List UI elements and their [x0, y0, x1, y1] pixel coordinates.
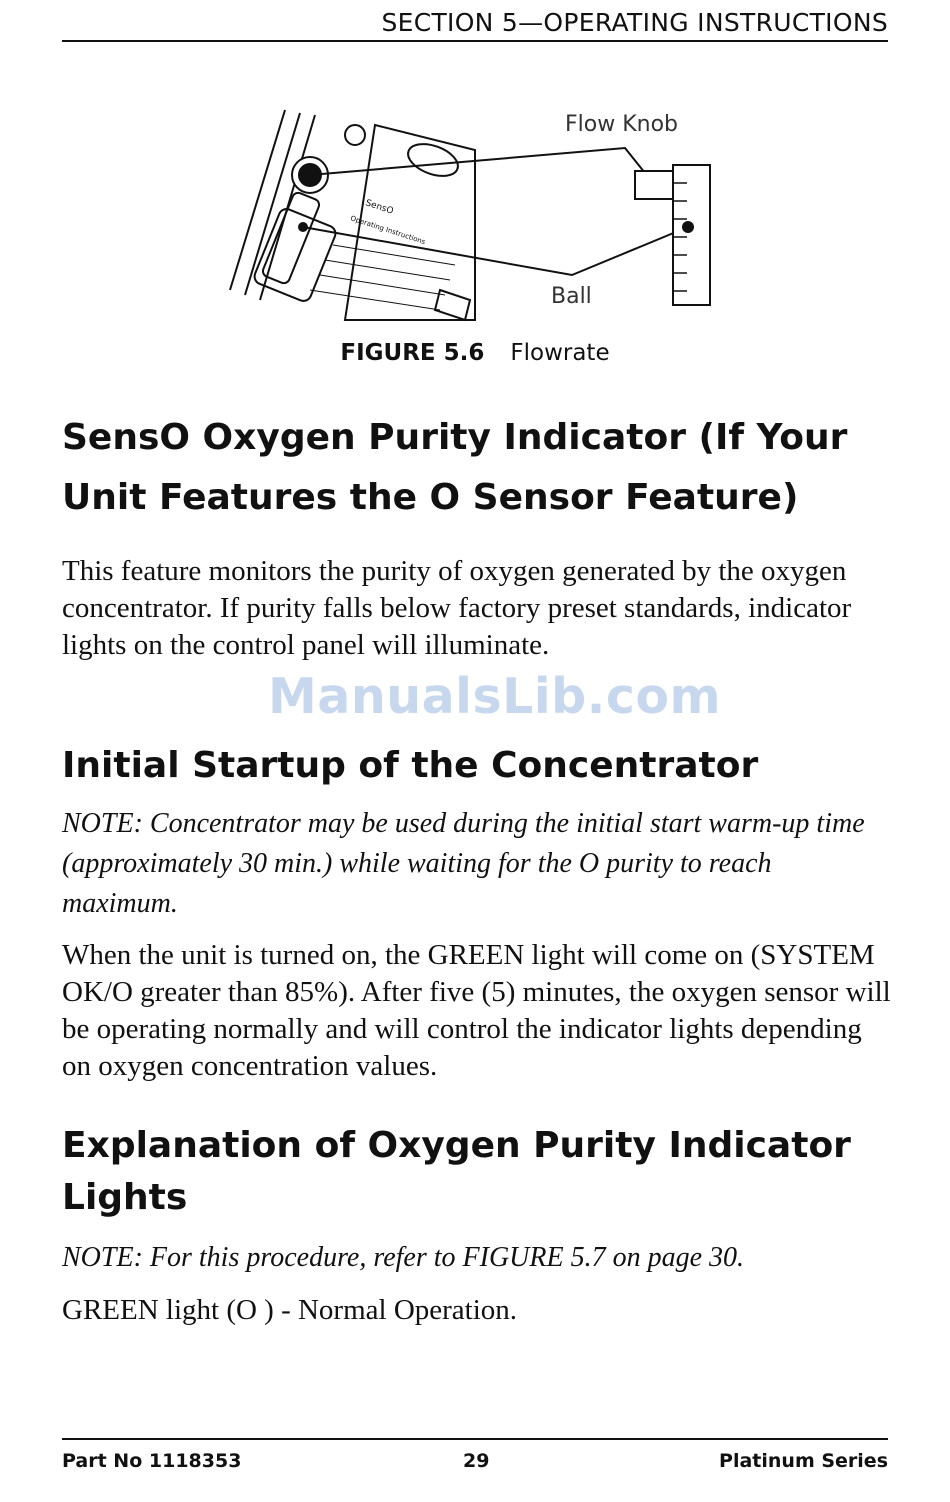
flow-knob-schematic [635, 171, 675, 199]
green-light-text: GREEN light (O ) - Normal Operation. [62, 1294, 518, 1326]
figure-number: FIGURE 5.6 [340, 340, 485, 366]
flow-knob-label: Flow Knob [565, 112, 679, 137]
senso-heading-line1: SensO Oxygen Purity Indicator (If Your [62, 417, 848, 458]
startup-note: NOTE: Concentrator may be used during the initial start warm-up time (approximately 30 min.) while waiting for the O purity to reach maximum. [62, 808, 865, 919]
footer-page-number: 29 [463, 1450, 490, 1472]
senso-heading-line2: Unit Features the O Sensor Feature) [62, 477, 799, 518]
watermark: ManualsLib.com [268, 668, 722, 725]
panel-edge-lines [230, 110, 315, 300]
ball-schematic [682, 221, 694, 233]
ball-label: Ball [551, 284, 592, 309]
senso-body: This feature monitors the purity of oxygen generated by the oxygen concentrator. If purity falls below factory preset standards, indicator lights on the control panel will illuminate. [62, 555, 852, 661]
figure-title: Flowrate [510, 340, 610, 366]
startup-heading: Initial Startup of the Concentrator [62, 745, 759, 786]
panel-text-instructions: Operating Instructions [349, 214, 427, 247]
footer-rule [62, 1438, 888, 1440]
header-rule [62, 40, 888, 42]
ball-callout-line [303, 227, 688, 275]
figure-caption [0, 340, 950, 366]
section-header: SECTION 5—OPERATING INSTRUCTIONS [381, 8, 888, 37]
explanation-note: NOTE: For this procedure, refer to FIGURE 5.7 on page 30. [62, 1242, 745, 1273]
panel-switch [345, 125, 365, 145]
flowrate-illustration [225, 105, 725, 325]
startup-body: When the unit is turned on, the GREEN light will come on (SYSTEM OK/O greater than 85%). After five (5) minutes, the oxygen sensor will be operating normally and will control the indicator lights depending on oxygen concentration values. [62, 939, 891, 1082]
flowmeter-schematic [673, 165, 710, 305]
flowmeter-housing [252, 207, 338, 304]
footer-series: Platinum Series [719, 1450, 888, 1472]
flowrate-figure [225, 105, 725, 330]
footer-part-number: Part No 1118353 [62, 1450, 242, 1472]
flow-knob-callout-line [310, 148, 645, 175]
senso-heading [62, 408, 892, 528]
panel-text-senso: SensO [364, 198, 395, 217]
explanation-heading: Explanation of Oxygen Purity Indicator Lights [62, 1125, 851, 1218]
